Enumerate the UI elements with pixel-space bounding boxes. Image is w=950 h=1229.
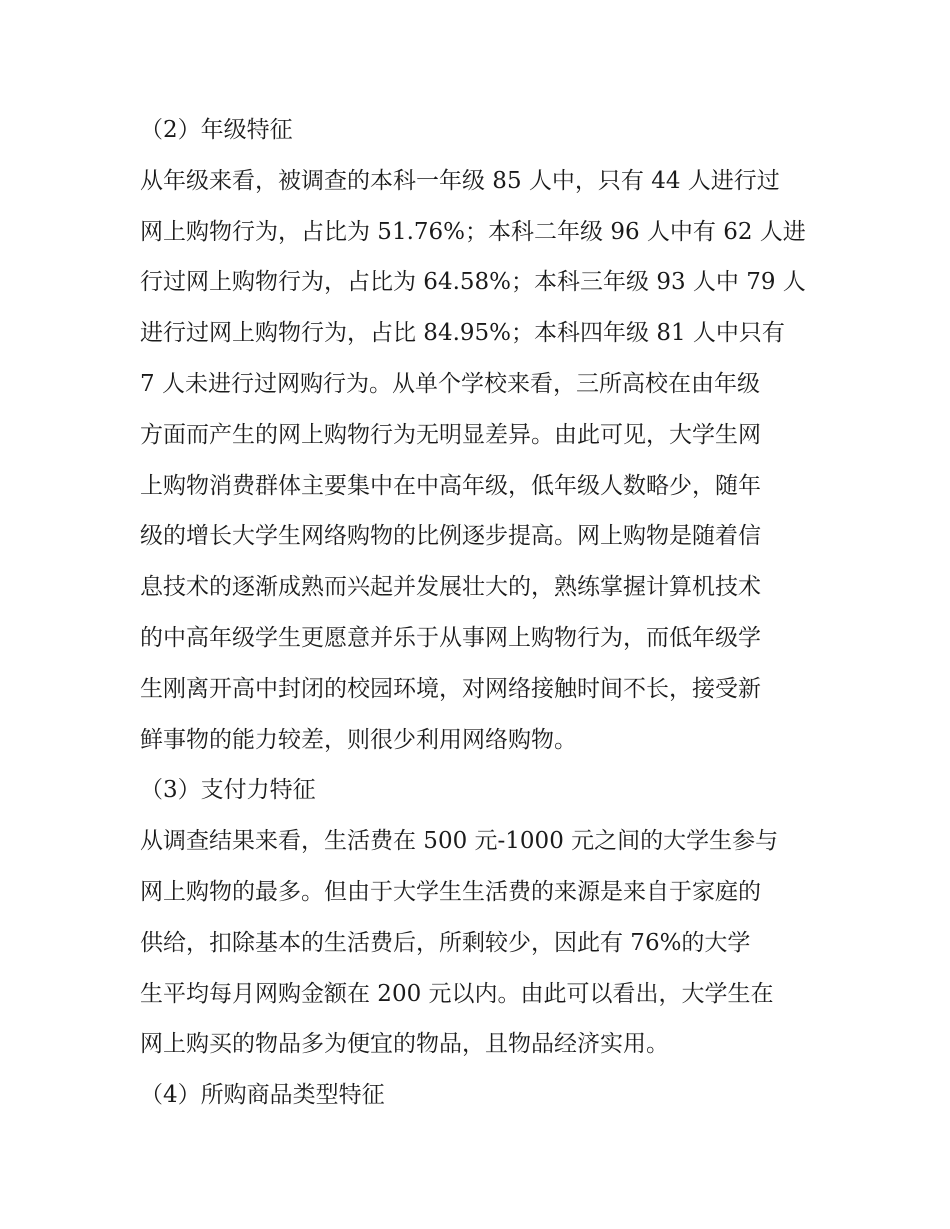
paragraph-line: 方面而产生的网上购物行为无明显差异。由此可见，大学生网 xyxy=(140,421,761,448)
paragraph-line: 息技术的逐渐成熟而兴起并发展壮大的，熟练掌握计算机技术 xyxy=(140,574,761,601)
paragraph-line: 级的增长大学生网络购物的比例逐步提高。网上购物是随着信 xyxy=(140,523,761,550)
paragraph-line: 的中高年级学生更愿意并乐于从事网上购物行为，而低年级学 xyxy=(140,624,761,651)
section-heading-grade: （2）年级特征 xyxy=(140,117,293,143)
paragraph-line: 行过网上购物行为，占比为 64.58%；本科三年级 93 人中 79 人 xyxy=(140,269,806,296)
paragraph-line: 网上购买的物品多为便宜的物品，且物品经济实用。 xyxy=(140,1031,669,1058)
paragraph-line: 上购物消费群体主要集中在中高年级，低年级人数略少，随年 xyxy=(140,472,761,499)
section-heading-payment: （3）支付力特征 xyxy=(140,777,316,804)
paragraph-line: 网上购物行为，占比为 51.76%；本科二年级 96 人中有 62 人进 xyxy=(140,218,806,245)
paragraph-line: 网上购物的最多。但由于大学生生活费的来源是来自于家庭的 xyxy=(140,878,761,905)
paragraph-line: 供给，扣除基本的生活费后，所剩较少，因此有 76%的大学 xyxy=(140,929,751,956)
section-heading-product-type: （4）所购商品类型特征 xyxy=(140,1082,385,1109)
paragraph-line: 生刚离开高中封闭的校园环境，对网络接触时间不长，接受新 xyxy=(140,675,761,702)
paragraph-line: 从调查结果来看，生活费在 500 元-1000 元之间的大学生参与 xyxy=(140,828,779,855)
paragraph-line: 鲜事物的能力较差，则很少利用网络购物。 xyxy=(140,726,577,753)
document-body xyxy=(140,105,820,1121)
paragraph-line: 生平均每月网购金额在 200 元以内。由此可以看出，大学生在 xyxy=(140,980,774,1007)
paragraph-line: 从年级来看，被调查的本科一年级 85 人中，只有 44 人进行过 xyxy=(140,167,780,194)
paragraph-line: 7 人未进行过网购行为。从单个学校来看，三所高校在由年级 xyxy=(140,370,760,397)
paragraph-line: 进行过网上购物行为，占比 84.95%；本科四年级 81 人中只有 xyxy=(140,320,785,347)
